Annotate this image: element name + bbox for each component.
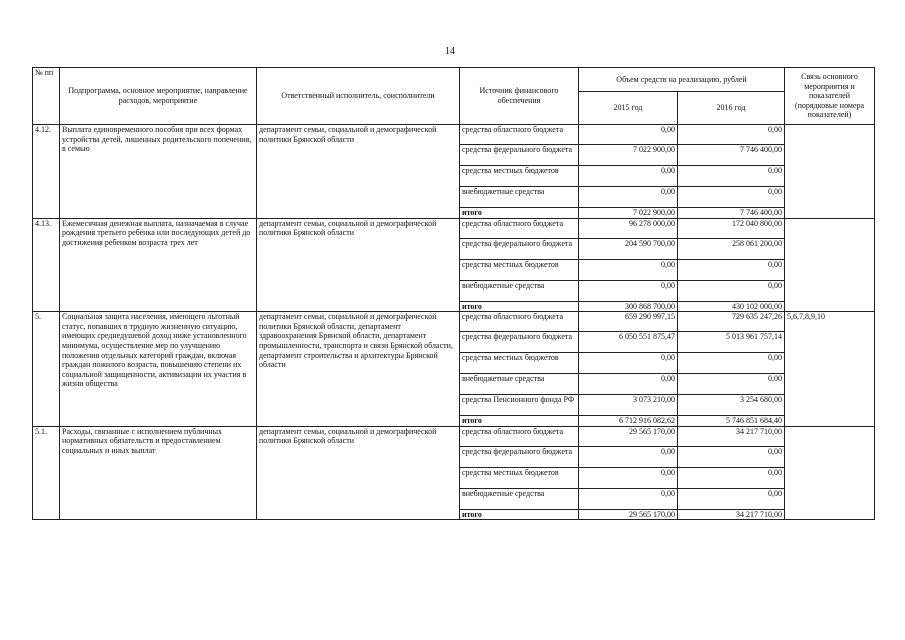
amount-2015: 0,00 [579, 488, 678, 509]
amount-2016: 3 254 680,00 [678, 395, 785, 416]
indicator-link [785, 426, 875, 520]
program-description: Расходы, связанные с исполнением публичных нормативных обязательств и предоставлением социальных и иных выплат [60, 426, 257, 520]
indicator-link [785, 125, 875, 219]
responsible-executor: департамент семьи, социальной и демографической политики Брянской области [257, 426, 460, 520]
funding-source: внебюджетные средства [460, 374, 579, 395]
funding-source: средства федерального бюджета [460, 332, 579, 353]
header-program: Подпрограмма, основное мероприятие, направление расходов, мероприятие [60, 68, 257, 125]
amount-2016: 0,00 [678, 488, 785, 509]
amount-2016: 0,00 [678, 280, 785, 301]
amount-2016: 0,00 [678, 187, 785, 208]
funding-source: внебюджетные средства [460, 488, 579, 509]
amount-2015: 0,00 [579, 353, 678, 374]
header-year-2015: 2015 год [579, 92, 678, 125]
funding-source: средства федерального бюджета [460, 446, 579, 467]
amount-2016: 0,00 [678, 353, 785, 374]
amount-2015: 6 050 551 875,47 [579, 332, 678, 353]
amount-2015: 29 565 170,00 [579, 426, 678, 446]
table-header [33, 68, 875, 125]
header-year-2016: 2016 год [678, 92, 785, 125]
indicator-link: 5,6,7,8,9,10 [785, 312, 875, 427]
indicator-link [785, 218, 875, 312]
amount-2015: 0,00 [579, 187, 678, 208]
total-2015: 300 868 700,00 [579, 301, 678, 312]
amount-2016: 258 061 200,00 [678, 238, 785, 259]
funding-source: средства областного бюджета [460, 218, 579, 238]
total-label: итого [460, 301, 579, 312]
page-number: 14 [445, 46, 455, 57]
responsible-executor: департамент семьи, социальной и демографической политики Брянской области [257, 218, 460, 312]
header-executor: Ответственный исполнитель, соисполнители [257, 68, 460, 125]
row-number: 4.12. [33, 125, 60, 219]
total-label: итого [460, 416, 579, 427]
amount-2016: 0,00 [678, 166, 785, 187]
header-num: № пп [33, 68, 60, 125]
funding-source: средства местных бюджетов [460, 353, 579, 374]
amount-2015: 7 022 900,00 [579, 145, 678, 166]
table-row [33, 125, 875, 145]
amount-2015: 659 290 997,15 [579, 312, 678, 332]
table-row [33, 426, 875, 446]
total-2015: 7 022 900,00 [579, 208, 678, 219]
funding-source: средства областного бюджета [460, 426, 579, 446]
program-description: Социальная защита населения, имеющего льготный статус, попавших в трудную жизненную ситуацию, имеющих среднедушевой доход ниже установленного минимума, осуществление мер по улучшению положения отдельных категорий граждан, включая граждан пожилого возраста, повышению степени их социальной защищенности, активизации их участия в жизни общества [60, 312, 257, 427]
table-row [33, 218, 875, 238]
total-2016: 34 217 710,00 [678, 509, 785, 520]
amount-2016: 0,00 [678, 467, 785, 488]
amount-2016: 0,00 [678, 374, 785, 395]
amount-2015: 0,00 [579, 280, 678, 301]
funding-source: средства местных бюджетов [460, 467, 579, 488]
total-2015: 29 565 170,00 [579, 509, 678, 520]
amount-2016: 5 013 961 757,14 [678, 332, 785, 353]
amount-2016: 0,00 [678, 446, 785, 467]
amount-2015: 0,00 [579, 446, 678, 467]
amount-2016: 7 746 400,00 [678, 145, 785, 166]
funding-source: средства федерального бюджета [460, 238, 579, 259]
funding-source: средства федерального бюджета [460, 145, 579, 166]
program-description: Ежемесячная денежная выплата, назначаемая в случае рождения третьего ребенка или последующих детей до достижения ребенком возраста трех лет [60, 218, 257, 312]
total-2016: 7 746 400,00 [678, 208, 785, 219]
total-2016: 430 102 000,00 [678, 301, 785, 312]
responsible-executor: департамент семьи, социальной и демографической политики Брянской области [257, 125, 460, 219]
row-number: 5. [33, 312, 60, 427]
amount-2015: 0,00 [579, 125, 678, 145]
responsible-executor: департамент семьи, социальной и демографической политики Брянской области, департамент здравоохранения Брянской области, департамент промышленности, транспорта и связи Брянской области, департамент строительства и архитектуры Брянской области [257, 312, 460, 427]
amount-2015: 204 590 700,00 [579, 238, 678, 259]
funding-source: средства местных бюджетов [460, 259, 579, 280]
funding-source: средства областного бюджета [460, 312, 579, 332]
header-link: Связь основного мероприятия и показателей (порядковые номера показателей) [785, 68, 875, 125]
total-label: итого [460, 509, 579, 520]
amount-2016: 0,00 [678, 125, 785, 145]
row-number: 4.13. [33, 218, 60, 312]
amount-2016: 729 635 247,26 [678, 312, 785, 332]
amount-2016: 0,00 [678, 259, 785, 280]
total-label: итого [460, 208, 579, 219]
amount-2016: 34 217 710,00 [678, 426, 785, 446]
total-2016: 5 746 851 684,40 [678, 416, 785, 427]
amount-2015: 96 278 000,00 [579, 218, 678, 238]
amount-2016: 172 040 800,00 [678, 218, 785, 238]
row-number: 5.1. [33, 426, 60, 520]
amount-2015: 0,00 [579, 166, 678, 187]
funding-source: средства областного бюджета [460, 125, 579, 145]
program-description: Выплата единовременного пособия при всех формах устройства детей, лишенных родительского попечения, в семью [60, 125, 257, 219]
funding-source: средства местных бюджетов [460, 166, 579, 187]
header-source: Источник финансового обеспечения [460, 68, 579, 125]
funding-source: внебюджетные средства [460, 280, 579, 301]
table-body [33, 125, 875, 520]
total-2015: 6 712 916 082,62 [579, 416, 678, 427]
funding-source: внебюджетные средства [460, 187, 579, 208]
amount-2015: 0,00 [579, 259, 678, 280]
budget-table [32, 67, 875, 520]
amount-2015: 0,00 [579, 374, 678, 395]
funding-source: средства Пенсионного фонда РФ [460, 395, 579, 416]
header-volume: Объем средств на реализацию, рублей [579, 68, 785, 92]
amount-2015: 0,00 [579, 467, 678, 488]
amount-2015: 3 073 210,00 [579, 395, 678, 416]
table-row [33, 312, 875, 332]
